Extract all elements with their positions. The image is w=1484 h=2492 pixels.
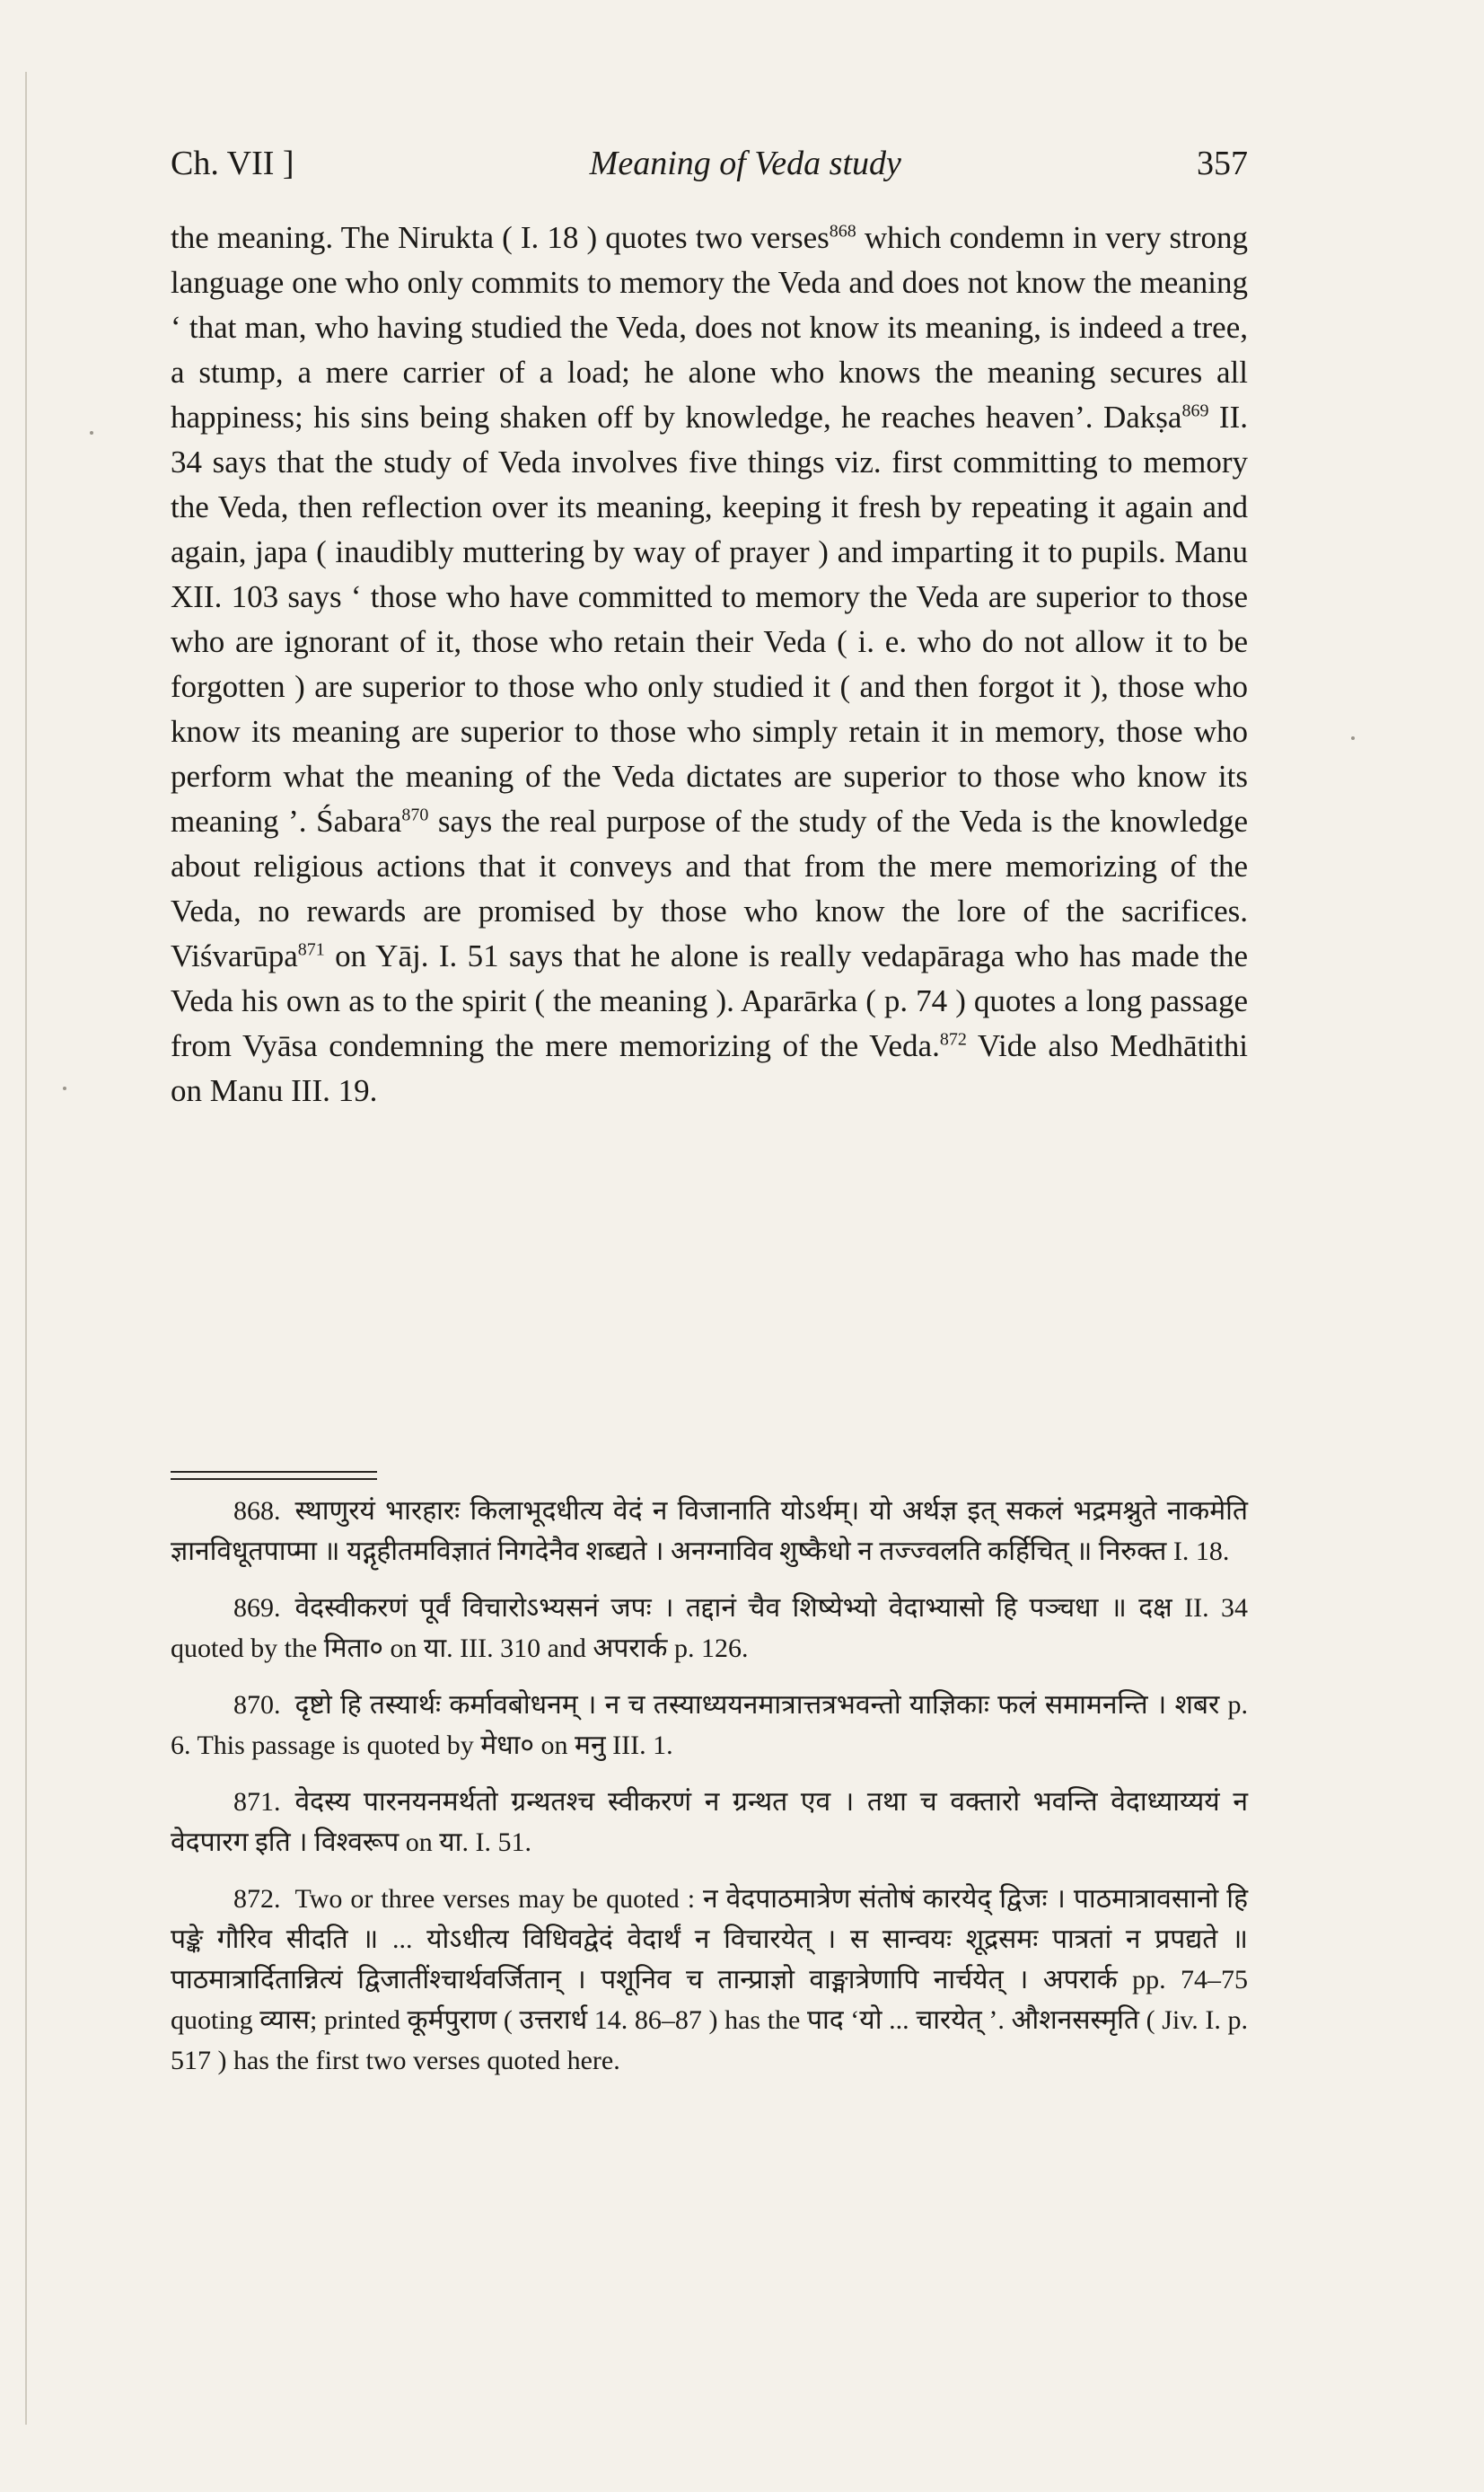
footnote-number: 868.	[233, 1496, 281, 1526]
chapter-label: Ch. VII ]	[171, 145, 294, 182]
body-text-run: says the real purpose of the study of the Veda is the knowledge about religious actions that it conveys and that from the mere memorizing of the Veda, no rewards are promised by those who know the lore of the sacrifices. Viśvarūpa	[171, 804, 1248, 973]
running-header	[171, 144, 1248, 198]
footnote-text: वेदस्य पारनयनमर्थतो ग्रन्थतश्च स्वीकरणं न ग्रन्थत एव । तथा च वक्तारो भवन्ति वेदाध्याय्ययं न वेदपारग इति । विश्वरूप on या. I. 51.	[171, 1787, 1248, 1857]
footnote-rule-top	[171, 1471, 377, 1473]
footnote-ref-868[interactable]: 868	[829, 221, 856, 242]
body-text-run: the meaning. The Nirukta ( I. 18 ) quotes two verses	[171, 220, 830, 255]
body-text-run: Vide also Medhātithi on Manu III. 19.	[171, 1028, 1248, 1108]
body-text-run: which condemn in very strong language one who only commits to memory the Veda and does not know the meaning ‘ that man, who having studied the Veda, does not know its meaning, is indeed a tree, a stump, a mere carrier of a load; he alone who knows the meaning secures all happiness; his sins being shaken off by knowledge, he reaches heaven’. Dakṣa	[171, 220, 1248, 435]
footnote-number: 870.	[233, 1690, 281, 1720]
body-text-run: II. 34 says that the study of Veda involves five things viz. first committing to memory the Veda, then reflection over its meaning, keeping it fresh by repeating it again and again, japa ( inaudibly muttering by way of prayer ) and imparting it to pupils. Manu XII. 103 says ‘ those who have committed to memory the Veda are superior to those who are ignorant of it, those who retain their Veda ( i. e. who do not allow it to be forgotten ) are superior to those who only studied it ( and then forgot it ), those who know its meaning are superior to those who simply retain it in memory, those who perform what the meaning of the Veda dictates are superior to those who know its meaning ’. Śabara	[171, 400, 1248, 839]
footnote-text: Two or three verses may be quoted : न वेदपाठमात्रेण संतोषं कारयेद् द्विजः । पाठमात्रावसानो हि पङ्के गौरिव सीदति ॥ ... योऽधीत्य विधिवद्वेदं वेदार्थं न विचारयेत् । स सान्वयः शूद्रसमः पात्रतां न प्रपद्यते ॥ पाठमात्रार्दितान्नित्यं द्विजातींश्चार्थवर्जितान् । पशूनिव च तान्प्राज्ञो वाङ्मात्रेणापि नार्चयेत् । अपरार्क pp. 74–75 quoting व्यास; printed कूर्मपुराण ( उत्तरार्ध 14. 86–87 ) has the पाद ‘यो ... चारयेत् ’. औशनसस्मृति ( Jiv. I. p. 517 ) has the first two verses quoted here.	[171, 1884, 1248, 2075]
margin-speck	[1351, 736, 1355, 740]
footnote-number: 872.	[233, 1884, 281, 1914]
footnote-rule-bottom	[171, 1478, 377, 1480]
footnote-871	[171, 1782, 1248, 1862]
footnote-number: 871.	[233, 1787, 281, 1817]
left-margin-edge	[25, 72, 27, 2425]
margin-speck	[63, 1087, 66, 1090]
footnote-ref-869[interactable]: 869	[1181, 401, 1209, 421]
running-title: Meaning of Veda study	[589, 145, 901, 182]
footnote-text: दृष्टो हि तस्यार्थः कर्मावबोधनम् । न च तस्याध्ययनमात्रात्तत्रभवन्तो याज्ञिकाः फलं समामनन्ति । शबर p. 6. This passage is quoted by मेधा० on मनु III. 1.	[171, 1690, 1248, 1760]
footnote-ref-871[interactable]: 871	[297, 939, 325, 960]
footnote-870	[171, 1685, 1248, 1766]
footnote-text: वेदस्वीकरणं पूर्वं विचारोऽभ्यसनं जपः । तद्दानं चैव शिष्येभ्यो वेदाभ्यासो हि पञ्चधा ॥ दक्ष II. 34 quoted by the मिता० on या. III. 310 and अपरार्क p. 126.	[171, 1593, 1248, 1663]
footnotes-section	[171, 1491, 1248, 2097]
body-text-run: on Yāj. I. 51 says that he alone is really vedapāraga who has made the Veda his own as to the spirit ( the meaning ). Aparārka ( p. 74 ) quotes a long passage from Vyāsa condemning the mere memorizing of the Veda.	[171, 938, 1248, 1063]
footnote-ref-870[interactable]: 870	[401, 805, 429, 825]
footnote-text: स्थाणुरयं भारहारः किलाभूदधीत्य वेदं न विजानाति योऽर्थम्। यो अर्थज्ञ इत् सकलं भद्रमश्नुते नाकमेति ज्ञानविधूतपाप्मा ॥ यद्गृहीतमविज्ञातं निगदेनैव शब्द्यते । अनग्नाविव शुष्कैधो न तज्ज्वलति कर्हिचित् ॥ निरुक्त I. 18.	[171, 1496, 1248, 1566]
footnote-869	[171, 1588, 1248, 1669]
margin-speck	[90, 431, 93, 435]
footnote-ref-872[interactable]: 872	[939, 1029, 967, 1050]
footnote-868	[171, 1491, 1248, 1572]
footnote-872	[171, 1879, 1248, 2081]
footnote-number: 869.	[233, 1593, 281, 1623]
page-number: 357	[1196, 145, 1248, 182]
body-paragraph	[171, 216, 1248, 1114]
main-text	[171, 216, 1248, 1114]
